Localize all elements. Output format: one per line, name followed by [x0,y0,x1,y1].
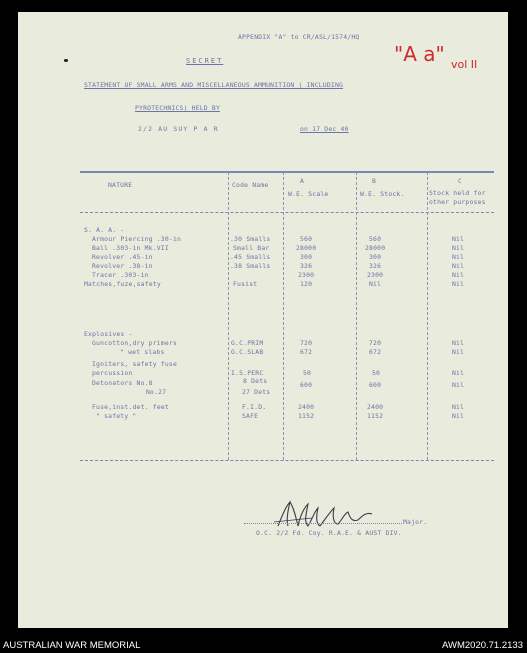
footer-accession: AWM2020.71.2133 [442,640,523,651]
cell-b: 560 [369,235,382,243]
cell-b: 720 [369,339,382,347]
handwritten-signature [272,498,382,532]
cell-code: Small Bar [233,244,270,252]
col-header-a: W.E. Scale [288,190,329,198]
cell-c: Nil [452,339,465,347]
cell-b: 2300 [367,271,384,279]
column-divider-3 [356,172,357,460]
table-bottom-rule [80,460,494,461]
cell-nature: Revolver .45-in [92,253,153,261]
cell-a: 2400 [298,403,315,411]
section-heading-explosives: Explosives - [84,330,133,338]
col-header-code: Code Name [232,181,269,189]
section-heading-saa: S. A. A. - [84,226,125,234]
footer-source: AUSTRALIAN WAR MEMORIAL [3,640,141,651]
cell-a: 300 [300,253,313,261]
col-header-c-letter: C [458,177,463,185]
cell-c: Nil [452,412,465,420]
cell-nature: Guncotton,dry primers [92,339,177,347]
cell-b: Nil [369,280,382,288]
column-divider-1 [228,172,229,460]
cell-c: Nil [452,262,465,270]
cell-b: 1152 [367,412,384,420]
col-header-c-line2: other purposes [429,198,486,206]
cell-c: Nil [452,348,465,356]
cell-c: Nil [452,235,465,243]
cell-code: G.C.SLAB [231,348,264,356]
cell-c: Nil [452,244,465,252]
cell-nature: Revolver .38-in [92,262,153,270]
cell-nature: percussion [92,369,133,377]
appendix-reference: APPENDIX "A" to CR/ASL/1574/HQ [238,33,360,41]
cell-code: 27 Dets [242,388,271,396]
cell-b: 326 [369,262,382,270]
cell-nature: Fuse,inst.det. feet [92,403,169,411]
col-header-a-letter: A [300,177,305,185]
cell-b: 2400 [367,403,384,411]
cell-code: 8 Dets [243,377,268,385]
title-line-2: PYROTECHNICS) HELD BY [135,104,220,112]
statement-date: on 17 Dec 40 [300,125,349,133]
handwritten-volume: vol II [451,58,478,71]
cell-a: 120 [300,280,313,288]
col-header-nature: NATURE [108,181,133,189]
unit-name: 2/2 AU SUY P A R [138,125,219,133]
signature-line [244,523,402,524]
cell-nature: Matches,fuze,safety [84,280,161,288]
cell-nature: " safety " [96,412,137,420]
cell-code: .30 Smalls [230,235,271,243]
cell-c: Nil [452,253,465,261]
cell-code: G.C.PRIM [231,339,264,347]
cell-code: Fusist [233,280,258,288]
col-header-b-letter: B [372,177,377,185]
cell-a: 1152 [298,412,315,420]
cell-a: 720 [300,339,313,347]
cell-a: 50 [303,369,312,377]
column-divider-4 [427,172,428,460]
cell-b: 300 [369,253,382,261]
cell-a: 326 [300,262,313,270]
cell-code: .45 Smalls [230,253,271,261]
cell-c: Nil [452,280,465,288]
cell-nature: Tracer .303-in [92,271,149,279]
signature-unit: O.C. 2/2 Fd. Coy. R.A.E. & AUST DIV. [256,529,402,537]
col-header-c-line1: Stock held for [429,189,486,197]
signature-rank: Major. [403,518,428,526]
header-bottom-rule [80,212,494,213]
cell-nature: Detonators No.8 [92,379,153,387]
cell-a: 600 [300,381,313,389]
cell-a: 2300 [298,271,315,279]
cell-code: .38 Smalls [230,262,271,270]
cell-code: I.S.PERC [231,369,264,377]
table-top-rule [80,171,494,173]
cell-b: 50 [372,369,381,377]
cell-code: SAFE [242,412,259,420]
classification-secret: SECRET [186,57,224,65]
cell-nature: " wet slabs [120,348,165,356]
cell-c: Nil [452,271,465,279]
cell-b: 672 [369,348,382,356]
cell-c: Nil [452,403,465,411]
cell-c: Nil [452,381,465,389]
title-line-1: STATEMENT OF SMALL ARMS AND MISCELLANEOUS AMMUNITION ( INCLUDING [84,81,344,89]
col-header-b: W.E. Stock. [360,190,405,198]
cell-b: 600 [369,381,382,389]
cell-c: Nil [452,369,465,377]
cell-a: 560 [300,235,313,243]
handwritten-mark: "A a" [394,42,445,66]
punch-mark [64,59,68,62]
cell-a: 672 [300,348,313,356]
column-divider-2 [283,172,284,460]
cell-nature: No.27 [146,388,167,396]
cell-nature: Igniters, safety fuse [92,360,177,368]
cell-nature: Ball .303-in Mk.VII [92,244,169,252]
cell-code: F.I.D. [242,403,267,411]
cell-a: 28000 [296,244,317,252]
cell-b: 28000 [365,244,386,252]
cell-nature: Armour Piercing .30-in [92,235,182,243]
